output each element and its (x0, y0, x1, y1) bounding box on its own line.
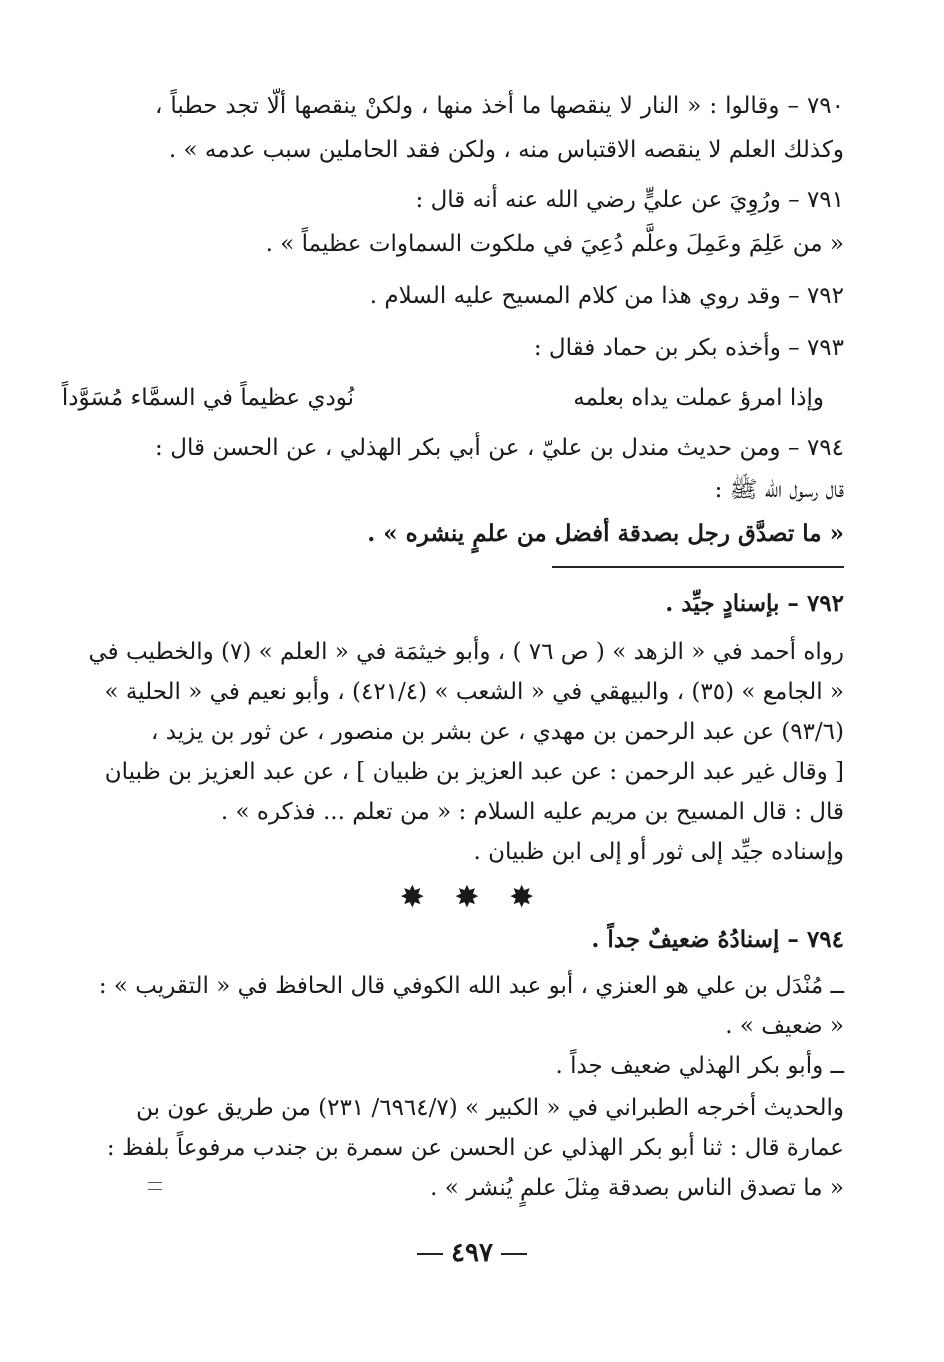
footnote-separator (552, 566, 844, 568)
text-line-793: ٧٩٣ – وأخذه بكر بن حماد فقال : (533, 335, 844, 361)
page-number-value: ٤٩٧ (451, 1238, 493, 1268)
footnote2-line-2: « ضعيف » . (725, 1013, 844, 1039)
footnote2-line-1: ــ مُنْدَل بن علي هو العنزي ، أبو عبد الله الكوفي قال الحافظ في « التقريب » : (98, 973, 844, 999)
page-number (0, 1238, 944, 1268)
text-line-794b: قال رسول الله ﷺ : (714, 477, 844, 503)
page-number-dash-left (417, 1253, 443, 1255)
section-stars-divider: ✸ ✸ ✸ (399, 880, 545, 915)
footnote2-line-4: والحديث أخرجه الطبراني في « الكبير » (٦٩٦٤/٧/ ٢٣١) من طريق عون بن (136, 1095, 844, 1121)
footnote2-line-3: ــ وأبو بكر الهذلي ضعيف جداً . (555, 1053, 844, 1079)
footnote-line-4: [ وقال غير عبد الرحمن : عن عبد العزيز بن ظبيان ] ، عن عبد العزيز بن ظبيان (104, 759, 844, 785)
text-line-790b: وكذلك العلم لا ينقصه الاقتباس منه ، ولكن فقد الحاملين سبب عدمه » . (168, 137, 844, 163)
footnote2-line-6: « ما تصدق الناس بصدقة مِثلَ علمٍ يُنشر » . (430, 1175, 844, 1201)
poem-hemistich-first: وإذا امرؤ عملت يداه بعلمه (573, 385, 824, 411)
text-line-792: ٧٩٢ – وقد روي هذا من كلام المسيح عليه السلام . (369, 283, 844, 309)
footnote-heading-794: ٧٩٤ – إسنادُهُ ضعيفٌ جداً . (591, 926, 844, 953)
poem-hemistich-second: نُودي عظيماً في السمَّاء مُسَوَّداً (61, 385, 354, 411)
hadith-quote: « ما تصدَّق رجل بصدقة أفضل من علمٍ ينشره » . (367, 520, 844, 547)
text-line-790a: ٧٩٠ – وقالوا : « النار لا ينقصها ما أخذ منها ، ولكنْ ينقصها ألّا تجد حطباً ، (155, 93, 844, 119)
footnote-line-5: قال : قال المسيح بن مريم عليه السلام : « من تعلم ... فذكره » . (220, 799, 844, 825)
footnote-line-6: وإسناده جيِّد إلى ثور أو إلى ابن ظبيان . (473, 839, 844, 865)
footnote-heading-792: ٧٩٢ – بإسنادٍ جيِّد . (665, 590, 844, 617)
text-line-794a: ٧٩٤ – ومن حديث مندل بن عليّ ، عن أبي بكر الهذلي ، عن الحسن قال : (155, 435, 844, 461)
text-line-791b: « من عَلِمَ وعَمِلَ وعلَّم دُعِيَ في ملكوت السماوات عظيماً » . (265, 231, 844, 257)
footnote-line-3: (٩٣/٦) عن عبد الرحمن بن مهدي ، عن بشر بن منصور ، عن ثور بن يزيد ، (150, 719, 844, 745)
text-line-791a: ٧٩١ – ورُوِيَ عن عليٍّ رضي الله عنه أنه قال : (415, 187, 844, 213)
page-number-dash-right (501, 1253, 527, 1255)
margin-mark (148, 1182, 162, 1190)
footnote-line-2: « الجامع » (٣٥) ، والبيهقي في « الشعب » (٤٢١/٤) ، وأبو نعيم في « الحلية » (104, 679, 844, 705)
footnote2-line-5: عمارة قال : ثنا أبو بكر الهذلي عن الحسن عن سمرة بن جندب مرفوعاً بلفظ : (106, 1135, 844, 1161)
footnote-line-1: رواه أحمد في « الزهد » ( ص ٧٦ ) ، وأبو خيثمَة في « العلم » (٧) والخطيب في (88, 639, 844, 665)
